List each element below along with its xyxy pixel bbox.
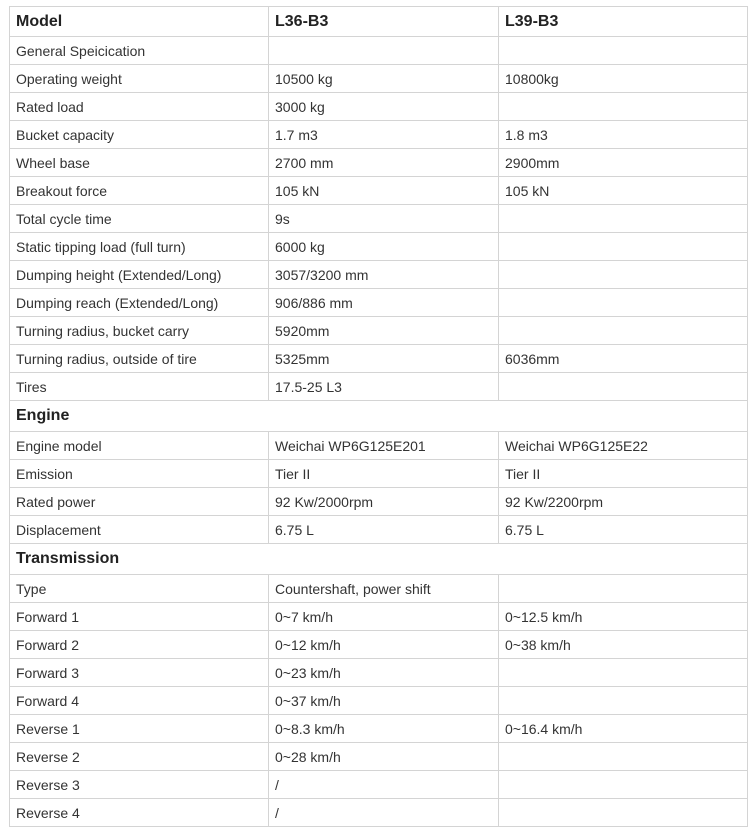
spec-value-l39 [499,93,748,121]
spec-label: Reverse 3 [10,771,269,799]
spec-value-l36: 0~8.3 km/h [269,715,499,743]
spec-value-l39 [499,799,748,827]
spec-value-l36: 0~37 km/h [269,687,499,715]
spec-label: Reverse 1 [10,715,269,743]
spec-label: Type [10,575,269,603]
spec-table [9,6,748,827]
spec-value-l36: / [269,799,499,827]
spec-value-l36: 105 kN [269,177,499,205]
table-row [10,575,748,603]
spec-label: Displacement [10,516,269,544]
general-rows [10,65,748,401]
transmission-rows [10,575,748,827]
spec-value-l36: 92 Kw/2000rpm [269,488,499,516]
spec-value-l36: / [269,771,499,799]
spec-value-l36: 0~12 km/h [269,631,499,659]
table-row [10,715,748,743]
spec-label: Total cycle time [10,205,269,233]
table-row [10,261,748,289]
transmission-section-row [10,544,748,575]
table-row [10,432,748,460]
spec-value-l36: 5920mm [269,317,499,345]
spec-value-l39: 92 Kw/2200rpm [499,488,748,516]
spec-label: Dumping height (Extended/Long) [10,261,269,289]
table-row [10,516,748,544]
spec-label: Turning radius, outside of tire [10,345,269,373]
spec-value-l39: Weichai WP6G125E22 [499,432,748,460]
header-l39: L39-B3 [499,7,748,37]
spec-value-l39 [499,575,748,603]
spec-value-l39: 105 kN [499,177,748,205]
spec-value-l39 [499,261,748,289]
empty-cell [499,37,748,65]
spec-value-l39 [499,659,748,687]
table-row [10,631,748,659]
table-row [10,687,748,715]
table-row [10,149,748,177]
spec-label: Static tipping load (full turn) [10,233,269,261]
spec-value-l36: 9s [269,205,499,233]
spec-value-l36: Tier II [269,460,499,488]
spec-value-l39: Tier II [499,460,748,488]
spec-label: Dumping reach (Extended/Long) [10,289,269,317]
table-row [10,205,748,233]
table-row [10,659,748,687]
spec-value-l39: 10800kg [499,65,748,93]
spec-value-l36: 906/886 mm [269,289,499,317]
general-title: General Speicication [10,37,269,65]
spec-value-l36: Countershaft, power shift [269,575,499,603]
spec-label: Tires [10,373,269,401]
spec-value-l39 [499,205,748,233]
table-row [10,233,748,261]
spec-value-l39 [499,373,748,401]
spec-label: Forward 4 [10,687,269,715]
spec-label: Emission [10,460,269,488]
engine-rows [10,432,748,544]
spec-value-l39 [499,687,748,715]
engine-section-row [10,401,748,432]
spec-label: Turning radius, bucket carry [10,317,269,345]
spec-label: Breakout force [10,177,269,205]
spec-value-l36: 17.5-25 L3 [269,373,499,401]
table-row [10,289,748,317]
spec-value-l36: 3000 kg [269,93,499,121]
spec-value-l36: 6.75 L [269,516,499,544]
table-row [10,488,748,516]
spec-value-l36: 0~28 km/h [269,743,499,771]
spec-label: Engine model [10,432,269,460]
table-row [10,93,748,121]
spec-label: Reverse 2 [10,743,269,771]
table-row [10,373,748,401]
spec-value-l39: 0~38 km/h [499,631,748,659]
spec-value-l36: 10500 kg [269,65,499,93]
spec-value-l39: 2900mm [499,149,748,177]
table-row [10,743,748,771]
header-l36: L36-B3 [269,7,499,37]
spec-value-l36: 0~23 km/h [269,659,499,687]
spec-value-l39: 0~12.5 km/h [499,603,748,631]
header-row [10,7,748,37]
spec-label: Wheel base [10,149,269,177]
table-row [10,121,748,149]
spec-value-l39 [499,771,748,799]
spec-value-l36: 5325mm [269,345,499,373]
spec-label: Forward 1 [10,603,269,631]
spec-label: Bucket capacity [10,121,269,149]
general-title-row [10,37,748,65]
spec-label: Forward 3 [10,659,269,687]
spec-value-l39 [499,233,748,261]
spec-value-l36: 3057/3200 mm [269,261,499,289]
spec-value-l39: 0~16.4 km/h [499,715,748,743]
spec-label: Rated load [10,93,269,121]
spec-value-l39: 6036mm [499,345,748,373]
table-row [10,345,748,373]
table-row [10,317,748,345]
spec-label: Rated power [10,488,269,516]
spec-value-l39: 6.75 L [499,516,748,544]
table-row [10,603,748,631]
spec-value-l39 [499,743,748,771]
table-row [10,771,748,799]
transmission-section-title: Transmission [10,544,748,575]
spec-value-l36: 0~7 km/h [269,603,499,631]
spec-value-l36: 6000 kg [269,233,499,261]
spec-label: Operating weight [10,65,269,93]
engine-section-title: Engine [10,401,748,432]
table-row [10,460,748,488]
spec-value-l36: Weichai WP6G125E201 [269,432,499,460]
spec-value-l36: 2700 mm [269,149,499,177]
table-row [10,799,748,827]
table-row [10,177,748,205]
table-row [10,65,748,93]
spec-label: Reverse 4 [10,799,269,827]
empty-cell [269,37,499,65]
spec-value-l39: 1.8 m3 [499,121,748,149]
spec-label: Forward 2 [10,631,269,659]
spec-value-l39 [499,289,748,317]
header-model: Model [10,7,269,37]
spec-value-l39 [499,317,748,345]
spec-value-l36: 1.7 m3 [269,121,499,149]
